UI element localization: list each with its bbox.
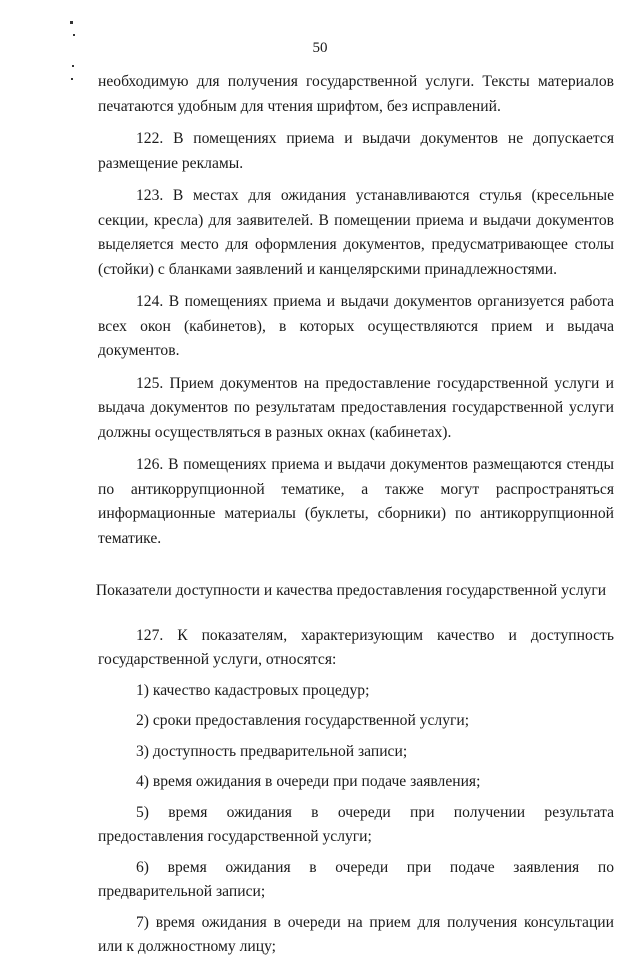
paragraph-127: 127. К показателям, характеризующим качество и доступность государственной услуги, относятся: — [98, 626, 614, 668]
page-number: 50 — [312, 40, 328, 56]
scan-artifact — [70, 21, 73, 24]
scan-artifact — [71, 78, 73, 80]
paragraph-126: 126. В помещениях приема и выдачи документов размещаются стенды по антикоррупционной тематике, а также могут распространяться информационные материалы (буклеты, сборники) по антикоррупционной тематике. — [98, 456, 614, 547]
list-item: 3) доступность предварительной записи; — [136, 742, 408, 760]
list-item: 5) время ожидания в очереди при получении результата предоставления государственной услуги; — [98, 803, 614, 845]
list-item: 7) время ожидания в очереди на прием для получения консультации или к должностному лицу; — [98, 913, 614, 955]
paragraph-continuation: необходимую для получения государственной услуги. Тексты материалов печатаются удобным для чтения шрифтом, без исправлений. — [98, 73, 614, 115]
list-item: 1) качество кадастровых процедур; — [136, 681, 370, 699]
document-body — [95, 70, 614, 960]
scan-artifact — [72, 65, 74, 67]
paragraph-122: 122. В помещениях приема и выдачи документов не допускается размещение рекламы. — [98, 130, 614, 172]
paragraph-125: 125. Прием документов на предоставление государственной услуги и выдача документов по результатам предоставления государственной услуги должны осуществляться в разных окнах (кабинетах). — [98, 374, 614, 441]
list-item: 6) время ожидания в очереди при подаче заявления по предварительной записи; — [98, 858, 614, 900]
list-item: 2) сроки предоставления государственной услуги; — [136, 712, 470, 729]
scan-artifact — [73, 34, 75, 36]
section-heading: Показатели доступности и качества предоставления государственной услуги — [95, 582, 607, 599]
paragraph-123: 123. В местах для ожидания устанавливаются стулья (кресельные секции, кресла) для заявителей. В помещении приема и выдачи документов выделяется место для оформления документов, предусматривающее столы (стойки) с бланками заявлений и канцелярскими принадлежностями. — [98, 187, 614, 278]
list-item: 4) время ожидания в очереди при подаче заявления; — [136, 773, 481, 790]
paragraph-124: 124. В помещениях приема и выдачи документов организуется работа всех окон (кабинетов), в которых осуществляются прием и выдача документов. — [98, 293, 614, 359]
